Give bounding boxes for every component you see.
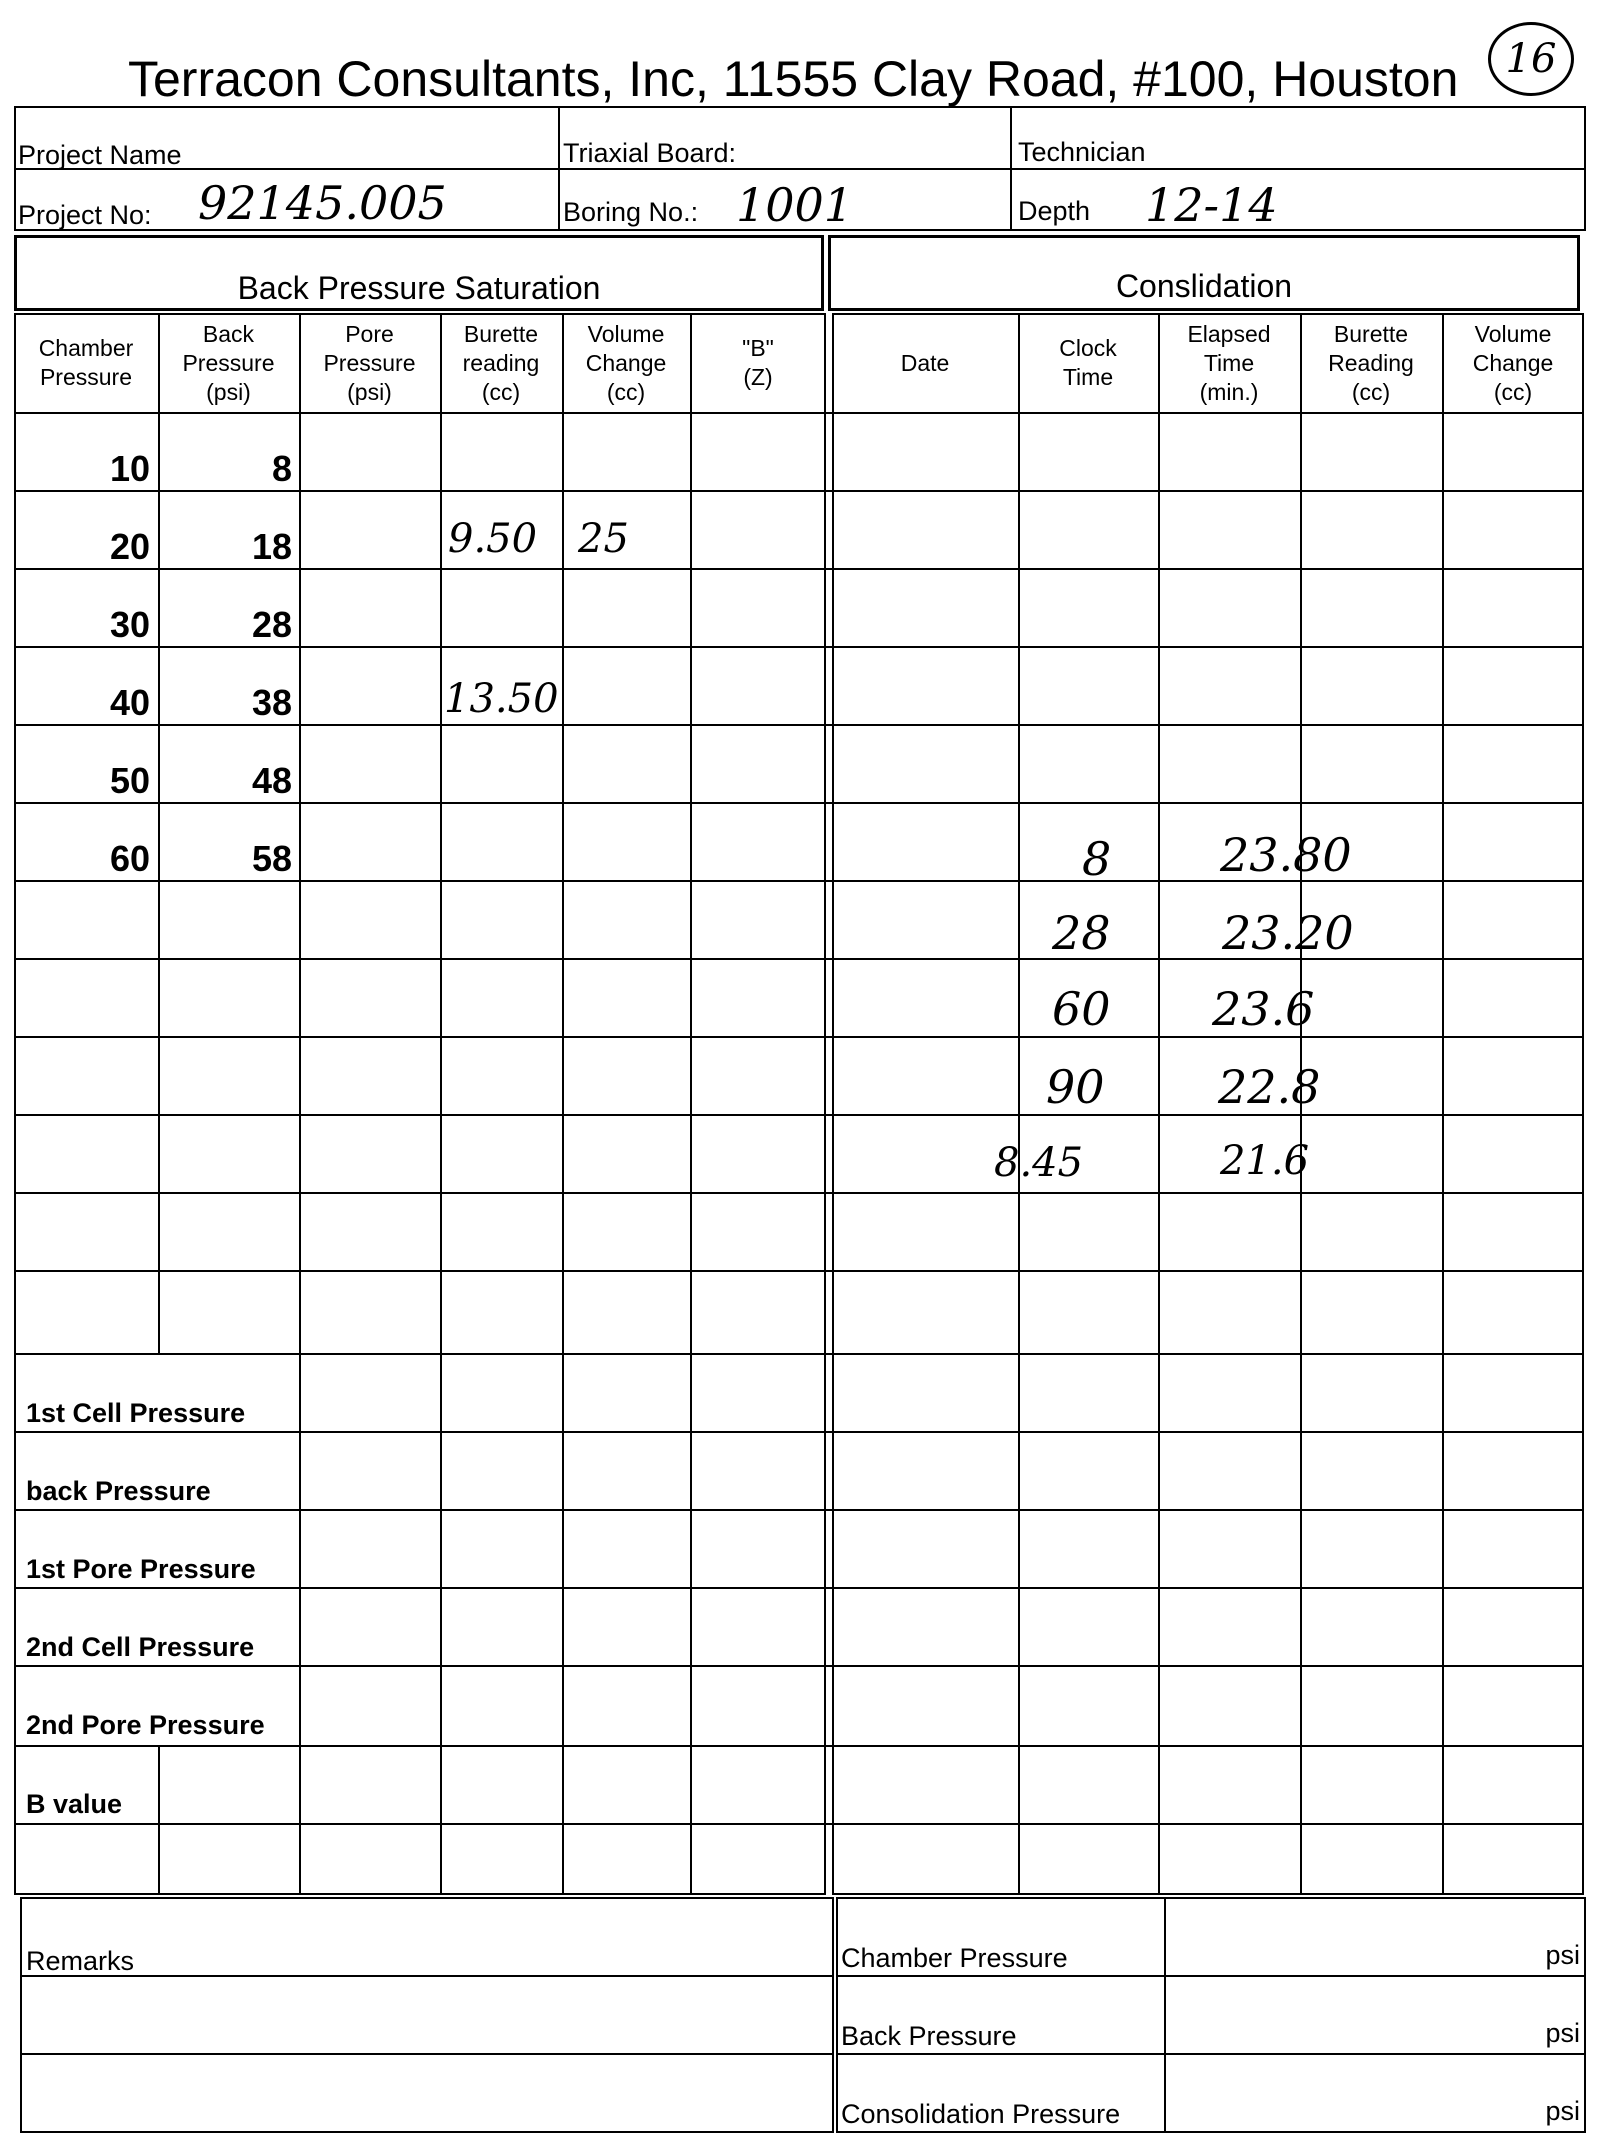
consolidation-pressure-label: Consolidation Pressure — [841, 2099, 1121, 2129]
depth-label: Depth — [1018, 196, 1091, 226]
chamber-pressure-cell: 20 — [109, 526, 150, 567]
col-header-burette-reading-consol: Burette Reading (cc) — [1328, 320, 1414, 405]
consolidation-section-title: Conslidation — [1115, 268, 1293, 304]
second-pore-pressure-label: 2nd Pore Pressure — [26, 1710, 265, 1740]
burette-reading-cell: 13.50 — [444, 676, 559, 722]
burette-reading-cell: 9.50 — [448, 516, 538, 562]
back-pressure-cell: 58 — [251, 838, 292, 879]
elapsed-time-cell: 23.6 — [1212, 982, 1315, 1036]
col-header-burette-reading: Burette reading (cc) — [462, 320, 540, 405]
chamber-pressure-cell: 60 — [109, 838, 150, 879]
triaxial-board-label: Triaxial Board: — [563, 138, 737, 168]
col-header-pore-pressure: Pore Pressure (psi) — [323, 320, 416, 405]
col-header-chamber-pressure: Chamber Pressure — [38, 335, 134, 390]
chamber-pressure-cell: 50 — [109, 760, 150, 801]
project-name-label: Project Name — [18, 140, 182, 170]
boring-no-label: Boring No.: — [563, 197, 699, 227]
chamber-pressure-cell: 40 — [109, 682, 150, 723]
chamber-pressure-label: Chamber Pressure — [841, 1943, 1068, 1973]
col-header-elapsed-time: Elapsed Time (min.) — [1187, 320, 1271, 405]
col-header-clock-time: Clock Time — [1059, 335, 1117, 390]
project-no-value: 92145.005 — [198, 176, 447, 230]
clock-time-cell: 8.45 — [994, 1140, 1084, 1186]
consolidation-table — [832, 313, 1584, 1895]
technician-label: Technician — [1018, 137, 1146, 167]
clock-time-cell: 60 — [1052, 982, 1111, 1036]
boring-no-value: 1001 — [736, 178, 854, 232]
depth-value: 12-14 — [1145, 178, 1278, 232]
page-title: Terracon Consultants, Inc, 11555 Clay Road, #100, Houston — [128, 51, 1459, 107]
back-pressure-label: back Pressure — [26, 1476, 211, 1506]
back-pressure-cell: 18 — [251, 526, 292, 567]
back-pressure-cell: 48 — [251, 760, 292, 801]
chamber-pressure-cell: 30 — [109, 604, 150, 645]
clock-time-cell: 90 — [1046, 1060, 1105, 1114]
col-header-volume-change: Volume Change (cc) — [585, 320, 667, 405]
chamber-pressure-unit: psi — [1545, 1940, 1580, 1970]
back-pressure-cell: 28 — [251, 604, 292, 645]
project-no-label: Project No: — [18, 200, 152, 230]
pressure-summary-box — [836, 1897, 1586, 2133]
elapsed-time-cell: 23.20 — [1222, 906, 1354, 960]
elapsed-time-cell: 22.8 — [1218, 1060, 1321, 1114]
volume-change-cell: 25 — [578, 516, 629, 562]
back-pressure-unit: psi — [1545, 2018, 1580, 2048]
col-header-back-pressure: Back Pressure (psi) — [182, 320, 275, 405]
second-cell-pressure-label: 2nd Cell Pressure — [26, 1632, 255, 1662]
clock-time-cell: 8 — [1082, 832, 1112, 886]
back-pressure-summary-label: Back Pressure — [841, 2021, 1017, 2051]
col-header-b: "B" (Z) — [742, 335, 774, 390]
first-cell-pressure-label: 1st Cell Pressure — [26, 1398, 246, 1428]
clock-time-cell: 28 — [1052, 906, 1111, 960]
elapsed-time-cell: 23.80 — [1220, 828, 1352, 882]
page-number-badge: 16 — [1488, 22, 1574, 96]
back-pressure-cell: 8 — [271, 448, 292, 489]
b-value-label: B value — [26, 1789, 123, 1819]
first-pore-pressure-label: 1st Pore Pressure — [26, 1554, 256, 1584]
consolidation-pressure-unit: psi — [1545, 2096, 1580, 2126]
col-header-date: Date — [900, 349, 950, 376]
col-header-volume-change-consol: Volume Change (cc) — [1472, 320, 1554, 405]
chamber-pressure-cell: 10 — [109, 448, 150, 489]
elapsed-time-cell: 21.6 — [1220, 1138, 1310, 1184]
saturation-section-title: Back Pressure Saturation — [237, 270, 601, 306]
remarks-box — [20, 1897, 834, 2133]
back-pressure-cell: 38 — [251, 682, 292, 723]
remarks-label: Remarks — [26, 1946, 135, 1976]
